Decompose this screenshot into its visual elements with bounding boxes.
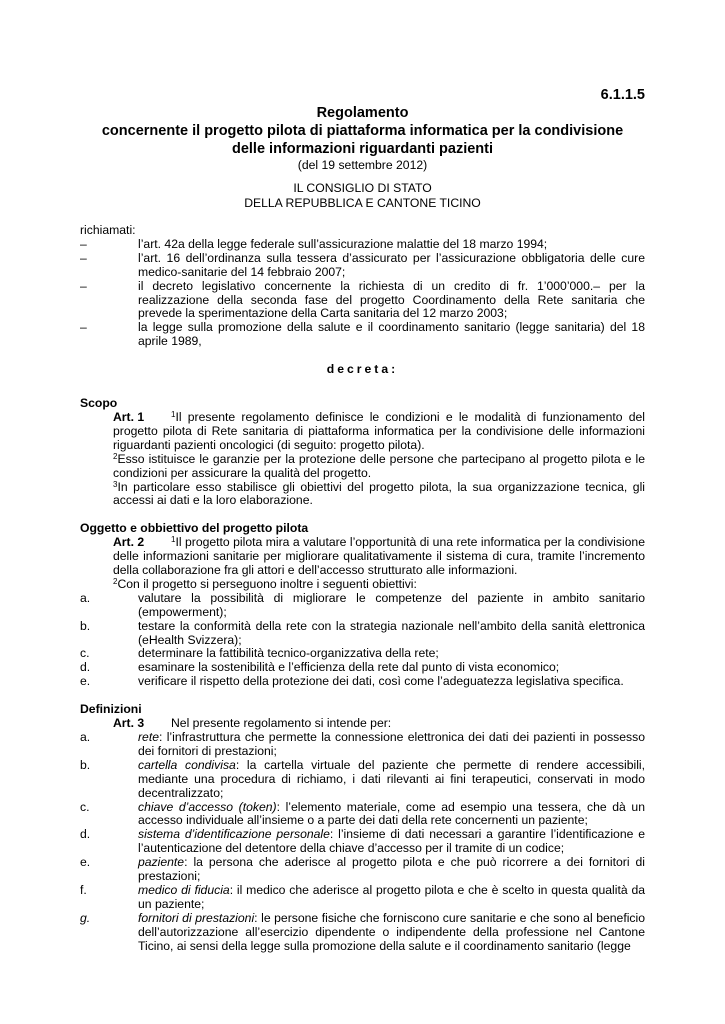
definition-item	[80, 731, 645, 759]
list-letter: b.	[80, 618, 91, 633]
title-line-1: Regolamento	[316, 105, 409, 121]
definition-item	[80, 856, 645, 884]
section-object	[80, 522, 645, 689]
council-line-1: IL CONSIGLIO DI STATO	[293, 181, 432, 195]
document-body	[80, 224, 645, 954]
article-1-paragraph-1: Art. 1 $^1$Il presente regolamento definisce le condizioni e le modalità di funzionamento del progetto pilota di Rete sanitaria di piattaforma informatica per la condivisione delle informazioni riguardanti pazienti oncologici (di seguito: progetto pilota).	[113, 409, 645, 452]
objectives-list	[80, 592, 645, 689]
list-letter: e.	[80, 674, 91, 689]
list-letter: c.	[80, 646, 90, 661]
definition-term: sistema d’identificazione personale	[138, 827, 330, 842]
list-item-text: testare la conformità della rete con la strategia nazionale nell’ambito della sanità elettronica (eHealth Svizzera);	[138, 618, 645, 647]
list-letter: a.	[80, 590, 91, 605]
list-letter: c.	[80, 799, 90, 814]
article-2-paragraph-1: Art. 2 $^1$Il progetto pilota mira a valutare l’opportunità di una rete informatica per la condivisione delle informazioni sanitarie per migliorare qualitativamente il sistema di cura, tramite l’incremento della collaborazione fra gli attori e dell’accesso strutturato alle informazioni.	[113, 535, 645, 578]
list-item	[80, 661, 645, 675]
article-number: Art. 1	[113, 409, 145, 424]
definition-item	[80, 828, 645, 856]
list-letter: a.	[80, 730, 91, 744]
section-heading: Scopo	[80, 396, 118, 411]
definition-text: rete: l’infrastruttura che permette la connessione elettronica dei dati dei pazienti in possesso dei fornitori di prestazioni;	[138, 730, 645, 758]
section-definitions	[80, 703, 645, 953]
list-item-text: valutare la possibilità di migliorare le competenze del paziente in ambito sanitario (empowerment);	[138, 590, 645, 619]
list-item-text: determinare la fattibilità tecnico-organizzativa della rete;	[138, 646, 439, 661]
list-letter: g.	[80, 910, 91, 925]
definition-text: sistema d’identificazione personale: l’insieme di dati necessari a garantire l’identificazione e l’autenticazione del detentore della chiave d’accesso per il tramite di un codice;	[138, 827, 646, 856]
definition-item	[80, 912, 645, 954]
recital-item	[80, 280, 645, 322]
section-heading: Definizioni	[80, 702, 142, 717]
definition-term: chiave d’accesso (token)	[138, 799, 277, 814]
recital-text: l’art. 16 dell’ordinanza sulla tessera d’assicurato per l’assicurazione obbligatoria delle cure medico-sanitarie del 14 febbraio 2007;	[138, 250, 645, 279]
recital-text: l’art. 42a della legge federale sull’assicurazione malattie del 18 marzo 1994;	[138, 236, 548, 251]
recitals-list	[80, 238, 645, 349]
recitals-intro: richiamati:	[80, 223, 136, 237]
document-number: 6.1.1.5	[600, 87, 645, 103]
recital-item	[80, 321, 645, 349]
list-item	[80, 592, 645, 620]
list-item	[80, 675, 645, 689]
article-3-intro: Art. 3 Nel presente regolamento si intende per:	[113, 716, 392, 731]
definition-term: paziente	[138, 855, 185, 870]
list-item-text: verificare il rispetto della protezione dei dati, così come l’adeguatezza legislativa specifica.	[138, 674, 624, 689]
definition-term: cartella condivisa	[138, 757, 236, 772]
definition-text: cartella condivisa: la cartella virtuale del paziente che permette di rendere accessibili, mediante una procedura di richiamo, i dati rilevanti ai fini terapeutici, conservati in modo decentralizzato;	[138, 757, 645, 800]
definition-term: fornitori di prestazioni	[138, 910, 255, 925]
definitions-list	[80, 731, 645, 954]
recital-dash: –	[80, 278, 87, 293]
title-block	[80, 104, 645, 172]
recital-dash: –	[80, 320, 87, 335]
article-number: Art. 2	[113, 535, 145, 550]
definition-item	[80, 801, 645, 829]
council-line-2: DELLA REPUBBLICA E CANTONE TICINO	[244, 195, 481, 210]
date-line: (del 19 settembre 2012)	[297, 158, 428, 172]
article-2-paragraph-2: $^2$Con il progetto si perseguono inoltre i seguenti obiettivi:	[113, 576, 417, 591]
list-letter: d.	[80, 827, 91, 842]
list-item-text: esaminare la sostenibilità e l’efficienza della rete dal punto di vista economico;	[138, 660, 560, 675]
definition-term: rete	[138, 730, 160, 744]
title-line-3: delle informazioni riguardanti pazienti	[231, 141, 494, 157]
list-letter: e.	[80, 855, 91, 870]
recital-item	[80, 238, 645, 252]
definition-text: paziente: la persona che aderisce al progetto pilota e che può ricorrere a dei fornitori di prestazioni;	[138, 855, 645, 884]
recital-dash: –	[80, 236, 87, 251]
definition-text: chiave d’accesso (token): l’elemento materiale, come ad esempio una tessera, che dà un accesso individuale all’insieme o a parte dei dati della rete concernenti un paziente;	[138, 799, 645, 828]
recital-item	[80, 252, 645, 280]
list-item	[80, 620, 645, 648]
section-heading: Oggetto e obbiettivo del progetto pilota	[80, 521, 309, 536]
definition-text: medico di fiducia: il medico che aderisce al progetto pilota e che è scelto in questa qualità da un paziente;	[138, 882, 646, 911]
list-letter: f.	[80, 882, 87, 897]
title-line-2: concernente il progetto pilota di piattaforma informatica per la condivisione	[101, 123, 624, 139]
definition-item	[80, 884, 645, 912]
recital-dash: –	[80, 250, 87, 265]
article-1-paragraph-3: $^3$In particolare esso stabilisce gli obiettivi del progetto pilota, la sua organizzazione tecnica, gli accessi ai dati e la loro elaborazione.	[113, 479, 645, 508]
list-item	[80, 647, 645, 661]
recital-text: la legge sulla promozione della salute e il coordinamento sanitario (legge sanitaria) del 18 aprile 1989,	[138, 320, 645, 349]
article-number: Art. 3	[113, 716, 145, 731]
section-scope	[80, 397, 645, 508]
definition-text: fornitori di prestazioni: le persone fisiche che forniscono cure sanitarie e che sono al beneficio dell’autorizzazione all’esercizio dipendente o indipendente della professione nel Cantone Ticino, ai sensi della legge sulla promozione della salute e il coordinamento sanitario (legge	[138, 910, 645, 953]
definition-item	[80, 759, 645, 801]
article-1-paragraph-2: $^2$Esso istituisce le garanzie per la protezione delle persone che partecipano al progetto pilota e le condizioni per assicurare la qualità del progetto.	[113, 451, 645, 480]
recital-text: il decreto legislativo concernente la richiesta di un credito di fr. 1’000’000.– per la realizzazione della seconda fase del progetto Coordinamento della Rete sanitaria che prevede la sperimentazione della Carta sanitaria del 12 marzo 2003;	[138, 278, 645, 321]
list-letter: d.	[80, 660, 91, 675]
decreta-heading: decreta:	[326, 362, 399, 377]
definition-term: medico di fiducia	[138, 882, 230, 897]
issuing-authority	[80, 181, 645, 210]
list-letter: b.	[80, 757, 91, 772]
